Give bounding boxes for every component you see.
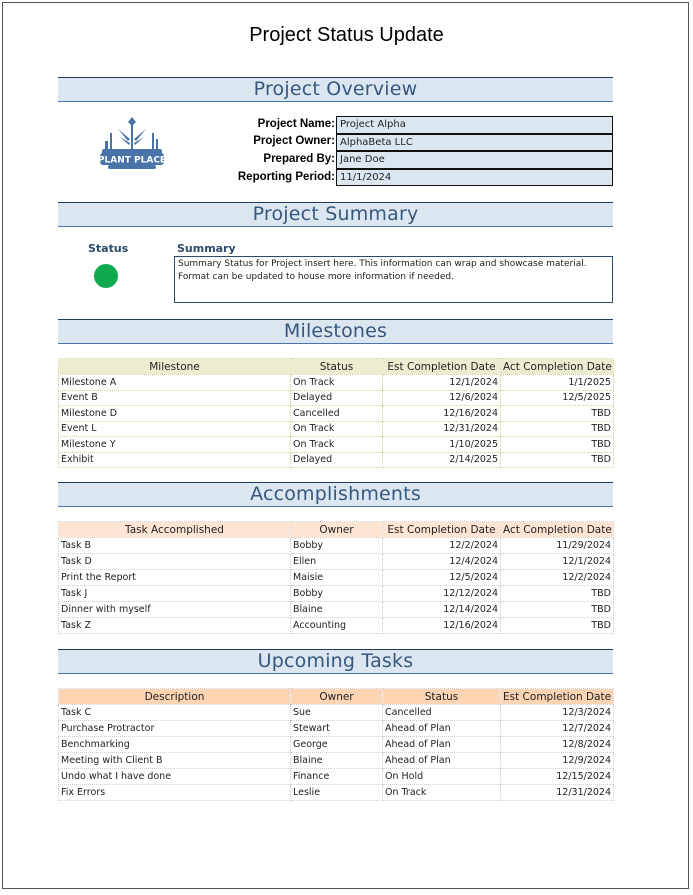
- table-cell[interactable]: Ellen: [291, 554, 383, 570]
- table-cell[interactable]: Cancelled: [383, 705, 501, 721]
- table-cell[interactable]: Benchmarking: [59, 737, 291, 753]
- section-header-summary: Project Summary: [58, 202, 613, 227]
- prepared-by-label: Prepared By:: [263, 153, 335, 165]
- section-header-overview: Project Overview: [58, 77, 613, 102]
- table-cell[interactable]: 12/14/2024: [383, 602, 501, 618]
- reporting-period-label: Reporting Period:: [237, 171, 335, 183]
- table-cell[interactable]: Delayed: [291, 452, 383, 468]
- table-cell[interactable]: 12/3/2024: [501, 705, 614, 721]
- table-cell[interactable]: On Track: [291, 421, 383, 437]
- table-cell[interactable]: Print the Report: [59, 570, 291, 586]
- table-row: [59, 390, 614, 406]
- column-header: Status: [383, 689, 501, 705]
- table-cell[interactable]: Task B: [59, 538, 291, 554]
- table-cell[interactable]: Purchase Protractor: [59, 721, 291, 737]
- table-cell[interactable]: 12/9/2024: [501, 753, 614, 769]
- plant-place-logo: [98, 115, 166, 173]
- column-header: Est Completion Date: [383, 522, 501, 538]
- table-cell[interactable]: Blaine: [291, 753, 383, 769]
- status-label: Status: [88, 242, 129, 255]
- table-row: [59, 452, 614, 468]
- page-title: Project Status Update: [249, 24, 444, 46]
- table-cell[interactable]: TBD: [501, 421, 614, 437]
- table-cell[interactable]: Fix Errors: [59, 785, 291, 801]
- table-cell[interactable]: 12/12/2024: [383, 586, 501, 602]
- column-header: Task Accomplished: [59, 522, 291, 538]
- column-header: Milestone: [59, 359, 291, 375]
- table-row: [59, 538, 614, 554]
- prepared-by-field[interactable]: Jane Doe: [336, 151, 613, 169]
- table-cell[interactable]: Task C: [59, 705, 291, 721]
- table-cell[interactable]: Milestone Y: [59, 437, 291, 453]
- status-indicator: [94, 264, 118, 288]
- table-cell[interactable]: Milestone D: [59, 406, 291, 422]
- table-cell[interactable]: TBD: [501, 618, 614, 634]
- table-cell[interactable]: George: [291, 737, 383, 753]
- table-row: [59, 737, 614, 753]
- table-cell[interactable]: Finance: [291, 769, 383, 785]
- table-cell[interactable]: 12/7/2024: [501, 721, 614, 737]
- table-cell[interactable]: Cancelled: [291, 406, 383, 422]
- section-header-milestones: Milestones: [58, 319, 613, 344]
- column-header: Act Completion Date: [501, 359, 614, 375]
- table-cell[interactable]: Dinner with myself: [59, 602, 291, 618]
- table-cell[interactable]: 12/15/2024: [501, 769, 614, 785]
- table-cell[interactable]: Meeting with Client B: [59, 753, 291, 769]
- table-cell[interactable]: On Track: [383, 785, 501, 801]
- table-cell[interactable]: Leslie: [291, 785, 383, 801]
- table-row: [59, 721, 614, 737]
- summary-textbox[interactable]: Summary Status for Project insert here. This information can wrap and showcase material. Format can be updated to house more information if needed.: [174, 256, 613, 303]
- section-header-upcoming: Upcoming Tasks: [58, 649, 613, 674]
- table-row: [59, 618, 614, 634]
- table-cell[interactable]: On Track: [291, 375, 383, 391]
- table-row: [59, 570, 614, 586]
- table-cell[interactable]: 12/31/2024: [383, 421, 501, 437]
- table-row: [59, 602, 614, 618]
- upcoming-tasks-table: [58, 688, 614, 801]
- column-header: Est Completion Date: [501, 689, 614, 705]
- table-row: [59, 705, 614, 721]
- table-cell[interactable]: Stewart: [291, 721, 383, 737]
- table-cell[interactable]: Event L: [59, 421, 291, 437]
- column-header: Owner: [291, 689, 383, 705]
- summary-label: Summary: [177, 242, 236, 255]
- table-cell[interactable]: 12/5/2024: [383, 570, 501, 586]
- column-header: Status: [291, 359, 383, 375]
- table-cell[interactable]: Exhibit: [59, 452, 291, 468]
- table-cell[interactable]: Delayed: [291, 390, 383, 406]
- table-row: [59, 437, 614, 453]
- table-header-row: [59, 359, 614, 375]
- table-cell[interactable]: 12/1/2024: [383, 375, 501, 391]
- table-cell[interactable]: Ahead of Plan: [383, 753, 501, 769]
- reporting-period-field[interactable]: 11/1/2024: [336, 169, 613, 187]
- column-header: Description: [59, 689, 291, 705]
- table-cell[interactable]: 11/29/2024: [501, 538, 614, 554]
- table-cell[interactable]: 12/1/2024: [501, 554, 614, 570]
- accomplishments-table: [58, 521, 614, 634]
- section-header-accomplishments: Accomplishments: [58, 482, 613, 507]
- table-cell[interactable]: Task D: [59, 554, 291, 570]
- table-header-row: [59, 689, 614, 705]
- table-cell[interactable]: Accounting: [291, 618, 383, 634]
- table-cell[interactable]: 1/1/2025: [501, 375, 614, 391]
- project-name-field[interactable]: Project Alpha: [336, 116, 613, 134]
- table-cell[interactable]: On Track: [291, 437, 383, 453]
- table-cell[interactable]: TBD: [501, 437, 614, 453]
- project-owner-label: Project Owner:: [253, 135, 335, 147]
- table-cell[interactable]: 12/2/2024: [383, 538, 501, 554]
- table-cell[interactable]: Blaine: [291, 602, 383, 618]
- table-row: [59, 554, 614, 570]
- project-owner-field[interactable]: AlphaBeta LLC: [336, 134, 613, 152]
- column-header: Act Completion Date: [501, 522, 614, 538]
- table-cell[interactable]: 2/14/2025: [383, 452, 501, 468]
- table-cell[interactable]: 12/8/2024: [501, 737, 614, 753]
- project-name-label: Project Name:: [257, 118, 335, 130]
- table-row: [59, 421, 614, 437]
- table-row: [59, 586, 614, 602]
- table-cell[interactable]: Ahead of Plan: [383, 737, 501, 753]
- table-cell[interactable]: Task J: [59, 586, 291, 602]
- table-cell[interactable]: 12/5/2025: [501, 390, 614, 406]
- svg-text:PLANT PLACE: PLANT PLACE: [98, 155, 166, 166]
- table-cell[interactable]: Ahead of Plan: [383, 721, 501, 737]
- table-cell[interactable]: 12/6/2024: [383, 390, 501, 406]
- table-header-row: [59, 522, 614, 538]
- table-cell[interactable]: TBD: [501, 452, 614, 468]
- table-cell[interactable]: Task Z: [59, 618, 291, 634]
- table-row: [59, 785, 614, 801]
- column-header: Est Completion Date: [383, 359, 501, 375]
- table-cell[interactable]: Event B: [59, 390, 291, 406]
- table-cell[interactable]: 12/16/2024: [383, 618, 501, 634]
- table-row: [59, 753, 614, 769]
- table-cell[interactable]: 12/31/2024: [501, 785, 614, 801]
- table-cell[interactable]: Maisie: [291, 570, 383, 586]
- table-cell[interactable]: TBD: [501, 586, 614, 602]
- table-cell[interactable]: 12/2/2024: [501, 570, 614, 586]
- table-cell[interactable]: Sue: [291, 705, 383, 721]
- table-cell[interactable]: Bobby: [291, 586, 383, 602]
- table-cell[interactable]: Bobby: [291, 538, 383, 554]
- table-row: [59, 769, 614, 785]
- table-cell[interactable]: 12/16/2024: [383, 406, 501, 422]
- table-cell[interactable]: Undo what I have done: [59, 769, 291, 785]
- table-cell[interactable]: 12/4/2024: [383, 554, 501, 570]
- table-cell[interactable]: TBD: [501, 406, 614, 422]
- table-row: [59, 406, 614, 422]
- milestones-table: [58, 358, 614, 468]
- table-cell[interactable]: 1/10/2025: [383, 437, 501, 453]
- table-row: [59, 375, 614, 391]
- table-cell[interactable]: TBD: [501, 602, 614, 618]
- table-cell[interactable]: Milestone A: [59, 375, 291, 391]
- table-cell[interactable]: On Hold: [383, 769, 501, 785]
- column-header: Owner: [291, 522, 383, 538]
